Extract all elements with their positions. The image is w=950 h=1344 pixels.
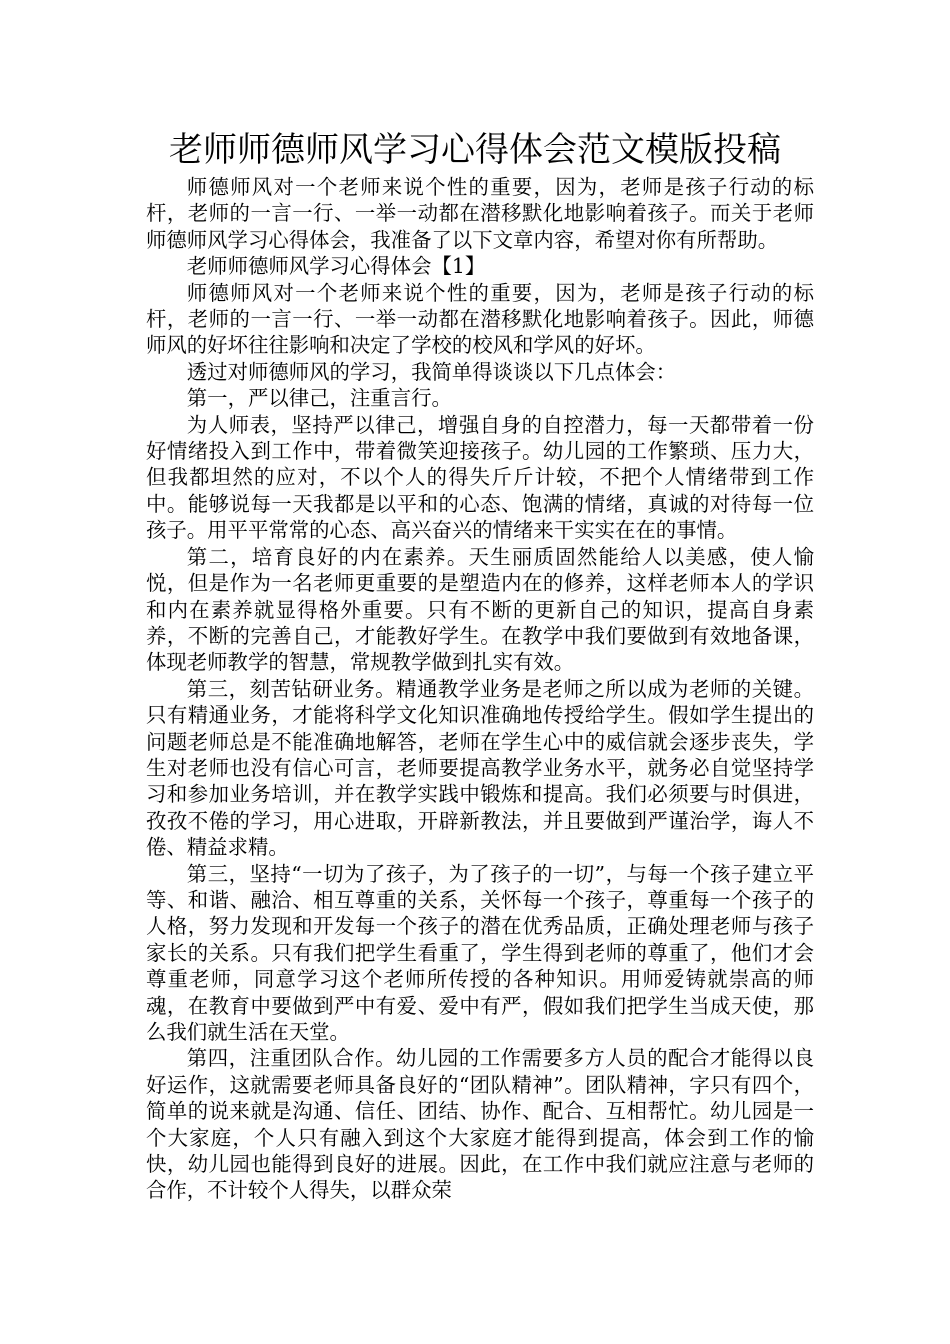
paragraph: 透过对师德师风的学习，我简单得谈谈以下几点体会： xyxy=(186,359,677,384)
paragraph: 为人师表，坚持严以律己，增强自身的自控潜力，每一天都带着一份好情绪投入到工作中，带着微笑迎接孩子。幼儿园的工作繁琐、压力大，但我都坦然的应对，不以个人的得失斤斤计较，不把个人情绪带到工作中。能够说每一天我都是以平和的心态、饱满的情绪，真诚的对待每一位孩子。用平平常常的心态、高兴奋兴的情绪来干实实在在的事情。 xyxy=(146,412,814,543)
paragraph-intro: 师德师风对一个老师来说个性的重要，因为，老师是孩子行动的标杆，老师的一言一行、一举一动都在潜移默化地影响着孩子。而关于老师师德师风学习心得体会，我准备了以下文章内容，希望对你有所帮助。 xyxy=(146,175,814,252)
paragraph: 第二，培育良好的内在素养。天生丽质固然能给人以美感，使人愉悦，但是作为一名老师更重要的是塑造内在的修养，这样老师本人的学识和内在素养就显得格外重要。只有不断的更新自己的知识，提高自身素养，不断的完善自己，才能教好学生。在教学中我们要做到有效地备课，体现老师教学的智慧，常规教学做到扎实有效。 xyxy=(146,544,814,675)
section-heading: 老师师德师风学习心得体会【1】 xyxy=(186,254,486,279)
paragraph: 第三，刻苦钻研业务。精通教学业务是老师之所以成为老师的关键。只有精通业务，才能将科学文化知识准确地传授给学生。假如学生提出的问题老师总是不能准确地解答，老师在学生心中的威信就会逐步丧失，学生对老师也没有信心可言，老师要提高教学业务水平，就务必自觉坚持学习和参加业务培训，并在教学实践中锻炼和提高。我们必须要与时俱进，孜孜不倦的学习，用心进取，开辟新教法，并且要做到严谨治学，诲人不倦、精益求精。 xyxy=(146,676,814,860)
paragraph: 第一，严以律己，注重言行。 xyxy=(186,386,452,411)
document-body xyxy=(146,174,814,1204)
document-title: 老师师德师风学习心得体会范文模版投稿 xyxy=(169,130,781,170)
paragraph: 第三，坚持“一切为了孩子，为了孩子的一切”，与每一个孩子建立平等、和谐、融洽、相互尊重的关系，关怀每一个孩子，尊重每一个孩子的人格，努力发现和开发每一个孩子的潜在优秀品质，正确处理老师与孩子家长的关系。只有我们把学生看重了，学生得到老师的尊重了，他们才会尊重老师，同意学习这个老师所传授的各种知识。用师爱铸就崇高的师魂，在教育中要做到严中有爱、爱中有严，假如我们把学生当成天使，那么我们就生活在天堂。 xyxy=(146,861,814,1044)
paragraph: 师德师风对一个老师来说个性的重要，因为，老师是孩子行动的标杆，老师的一言一行、一举一动都在潜移默化地影响着孩子。因此，师德师风的好坏往往影响和决定了学校的校风和学风的好坏。 xyxy=(146,280,814,358)
paragraph: 第四，注重团队合作。幼儿园的工作需要多方人员的配合才能得以良好运作，这就需要老师具备良好的“团队精神”。团队精神，字只有四个，简单的说来就是沟通、信任、团结、协作、配合、互相帮忙。幼儿园是一个大家庭，个人只有融入到这个大家庭才能得到提高，体会到工作的愉快，幼儿园也能得到良好的进展。因此，在工作中我们就应注意与老师的合作，不计较个人得失，以群众荣 xyxy=(146,1046,814,1203)
